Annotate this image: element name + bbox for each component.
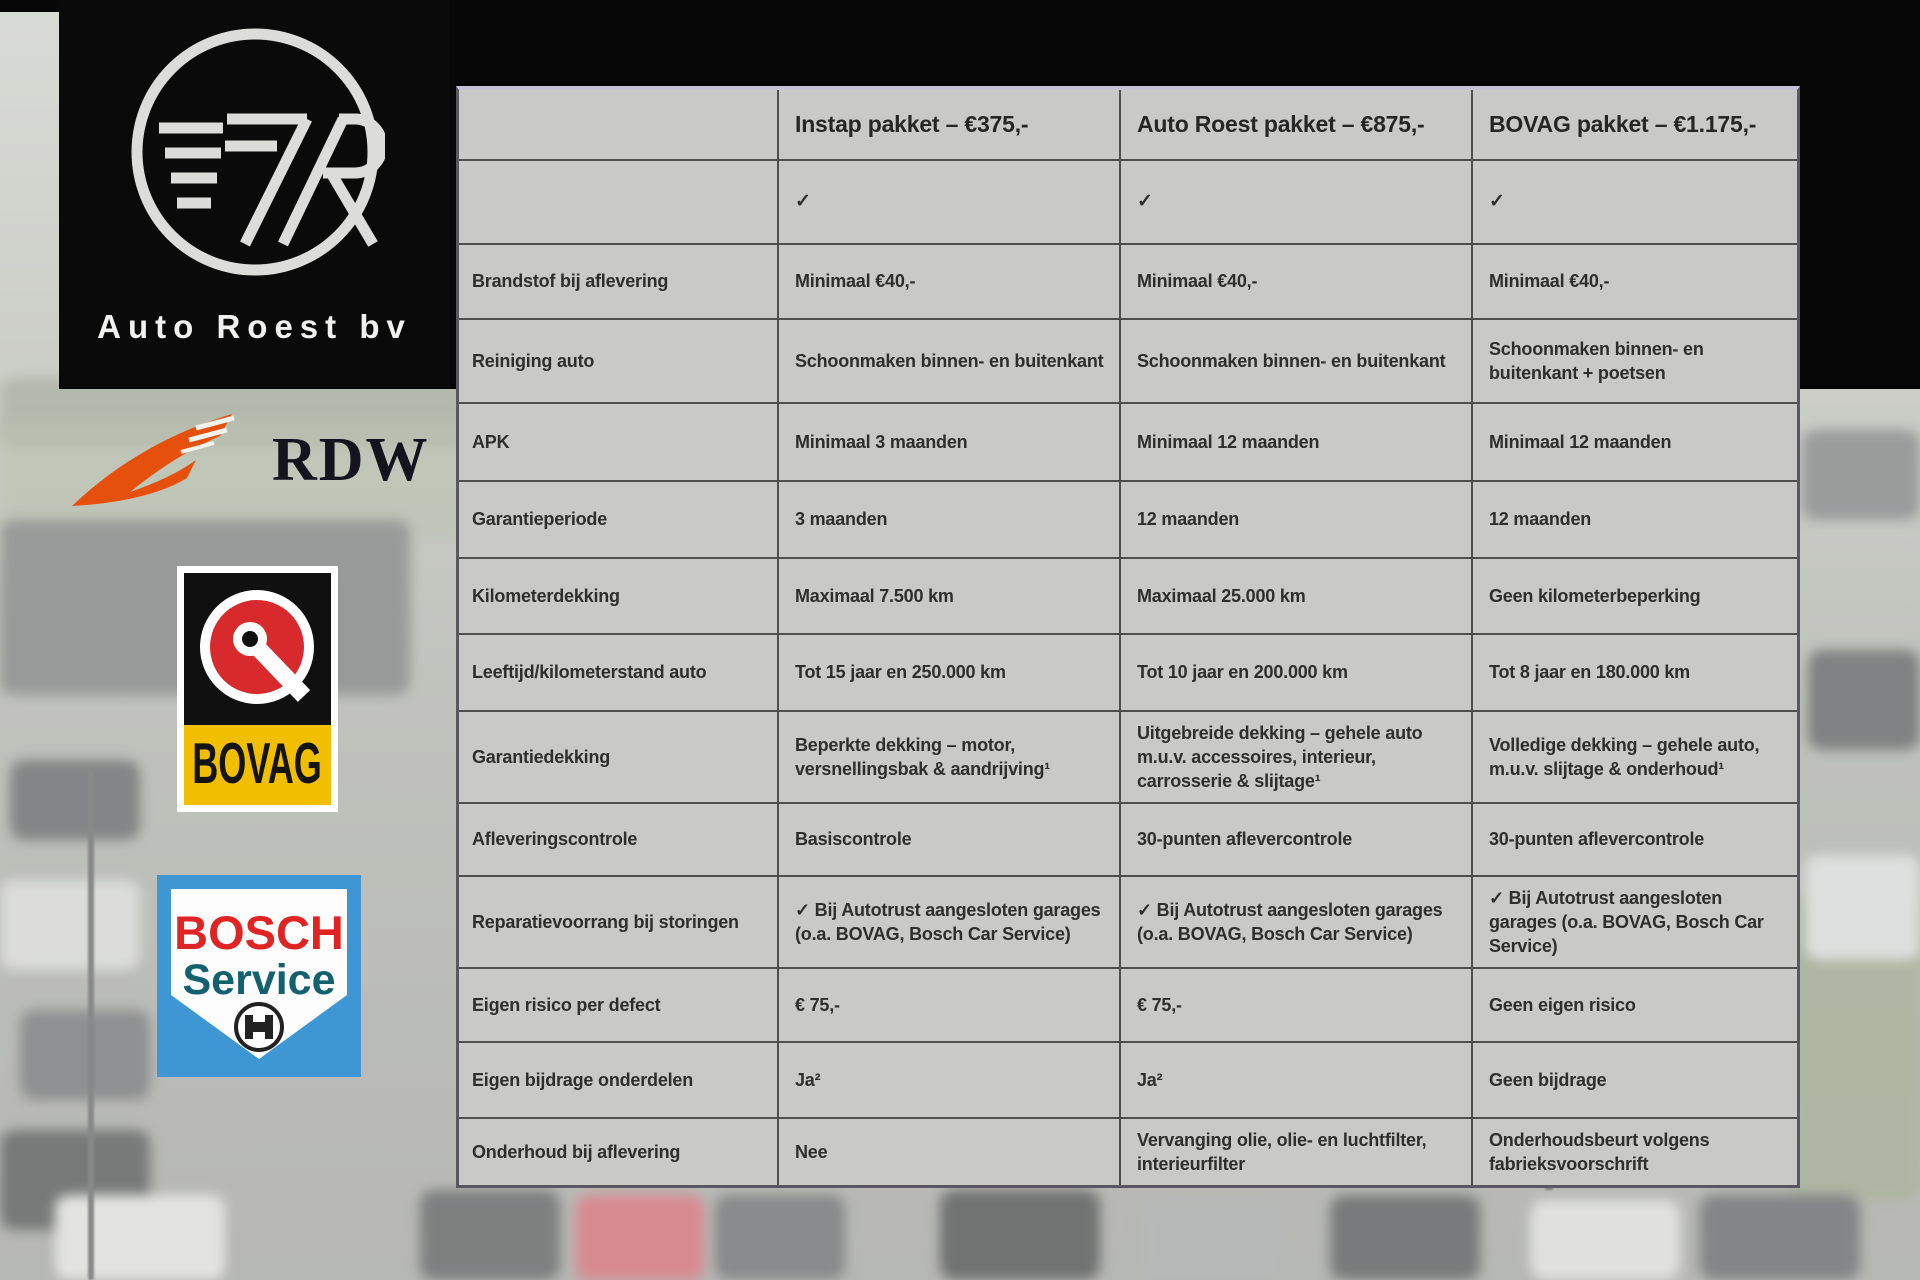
row-label: Afleveringscontrole bbox=[459, 804, 777, 875]
table-cell: Tot 10 jaar en 200.000 km bbox=[1121, 635, 1471, 710]
included-check: ✓ bbox=[779, 161, 1119, 243]
row-label: Reiniging auto bbox=[459, 320, 777, 402]
table-cell: Minimaal 3 maanden bbox=[779, 404, 1119, 480]
table-cell: Tot 8 jaar en 180.000 km bbox=[1473, 635, 1797, 710]
row-label bbox=[459, 161, 777, 243]
table-cell: Geen kilometerbeperking bbox=[1473, 559, 1797, 633]
table-cell: Schoonmaken binnen- en buitenkant bbox=[779, 320, 1119, 402]
photo-car bbox=[1805, 855, 1920, 960]
bovag-emblem-icon bbox=[184, 573, 331, 725]
photo-car bbox=[1530, 1200, 1680, 1280]
table-cell: Maximaal 25.000 km bbox=[1121, 559, 1471, 633]
row-label: Garantiedekking bbox=[459, 712, 777, 802]
table-cell: 3 maanden bbox=[779, 482, 1119, 557]
bovag-logo bbox=[177, 566, 338, 812]
table-cell: Onderhoudsbeurt volgens fabrieksvoorschrift bbox=[1473, 1119, 1797, 1185]
photo-car bbox=[1802, 430, 1920, 520]
table-cell: 30-punten aflevercontrole bbox=[1473, 804, 1797, 875]
photo-car bbox=[1808, 650, 1920, 750]
bosch-service-logo bbox=[157, 875, 361, 1077]
package-comparison-table bbox=[456, 86, 1800, 1188]
table-cell: Tot 15 jaar en 250.000 km bbox=[779, 635, 1119, 710]
column-header-bovag: BOVAG pakket – €1.175,- bbox=[1473, 90, 1797, 159]
table-cell: Schoonmaken binnen- en buitenkant + poetsen bbox=[1473, 320, 1797, 402]
photo-car bbox=[1140, 1200, 1280, 1280]
table-cell: Basiscontrole bbox=[779, 804, 1119, 875]
table-cell: Beperkte dekking – motor, versnellingsbak & aandrijving¹ bbox=[779, 712, 1119, 802]
row-label: Eigen bijdrage onderdelen bbox=[459, 1043, 777, 1117]
rdw-wordmark: RDW bbox=[272, 425, 430, 494]
bovag-wordmark-band bbox=[184, 725, 331, 805]
row-label: Reparatievoorrang bij storingen bbox=[459, 877, 777, 967]
rdw-logo bbox=[68, 408, 430, 512]
photo-grass-right bbox=[1788, 900, 1920, 1200]
table-cell: ✓ Bij Autotrust aangesloten garages (o.a. BOVAG, Bosch Car Service) bbox=[779, 877, 1119, 967]
table-cell: Ja² bbox=[779, 1043, 1119, 1117]
rdw-wing-icon bbox=[68, 408, 268, 512]
bovag-wordmark: BOVAG bbox=[192, 732, 323, 797]
table-cell: Geen eigen risico bbox=[1473, 969, 1797, 1041]
table-cell: Nee bbox=[779, 1119, 1119, 1185]
photo-car bbox=[10, 760, 140, 840]
row-label: Garantieperiode bbox=[459, 482, 777, 557]
table-cell: Maximaal 7.500 km bbox=[779, 559, 1119, 633]
auto-roest-logo bbox=[125, 22, 385, 282]
table-cell: ✓ Bij Autotrust aangesloten garages (o.a. BOVAG, Bosch Car Service) bbox=[1121, 877, 1471, 967]
brand-name: Auto Roest bv bbox=[97, 308, 412, 345]
table-cell: Vervanging olie, olie- en luchtfilter, interieurfilter bbox=[1121, 1119, 1471, 1185]
table-corner-cell bbox=[459, 90, 777, 159]
column-header-instap: Instap pakket – €375,- bbox=[779, 90, 1119, 159]
table-cell: Ja² bbox=[1121, 1043, 1471, 1117]
photo-car bbox=[0, 880, 140, 970]
table-cell: Minimaal €40,- bbox=[1473, 245, 1797, 318]
column-header-auto-roest: Auto Roest pakket – €875,- bbox=[1121, 90, 1471, 159]
table-cell: Minimaal €40,- bbox=[1121, 245, 1471, 318]
table-cell: € 75,- bbox=[1121, 969, 1471, 1041]
table-cell: Geen bijdrage bbox=[1473, 1043, 1797, 1117]
row-label: Brandstof bij aflevering bbox=[459, 245, 777, 318]
included-check: ✓ bbox=[1473, 161, 1797, 243]
photo-car bbox=[55, 1195, 225, 1280]
table-cell: Volledige dekking – gehele auto, m.u.v. slijtage & onderhoud¹ bbox=[1473, 712, 1797, 802]
table-cell: 12 maanden bbox=[1473, 482, 1797, 557]
row-label: Onderhoud bij aflevering bbox=[459, 1119, 777, 1185]
auto-roest-logo-block bbox=[59, 0, 450, 389]
table-cell: ✓ Bij Autotrust aangesloten garages (o.a. BOVAG, Bosch Car Service) bbox=[1473, 877, 1797, 967]
photo-car bbox=[715, 1195, 845, 1280]
bosch-service-wordmark: Service bbox=[182, 956, 336, 1004]
photo-lamppost bbox=[88, 770, 94, 1280]
table-cell: € 75,- bbox=[779, 969, 1119, 1041]
photo-car-red bbox=[575, 1195, 705, 1280]
table-cell: Minimaal 12 maanden bbox=[1473, 404, 1797, 480]
photo-car bbox=[20, 1010, 150, 1100]
included-check: ✓ bbox=[1121, 161, 1471, 243]
table-cell: Minimaal €40,- bbox=[779, 245, 1119, 318]
table-cell: 12 maanden bbox=[1121, 482, 1471, 557]
bosch-wordmark: BOSCH bbox=[174, 906, 344, 959]
table-cell: Uitgebreide dekking – gehele auto m.u.v. accessoires, interieur, carrosserie & slijtage¹ bbox=[1121, 712, 1471, 802]
photo-car bbox=[420, 1190, 560, 1280]
row-label: APK bbox=[459, 404, 777, 480]
photo-car bbox=[1700, 1195, 1860, 1280]
row-label: Eigen risico per defect bbox=[459, 969, 777, 1041]
row-label: Leeftijd/kilometerstand auto bbox=[459, 635, 777, 710]
table-cell: 30-punten aflevercontrole bbox=[1121, 804, 1471, 875]
photo-car bbox=[1330, 1195, 1480, 1280]
table-cell: Schoonmaken binnen- en buitenkant bbox=[1121, 320, 1471, 402]
photo-car bbox=[940, 1190, 1100, 1280]
table-cell: Minimaal 12 maanden bbox=[1121, 404, 1471, 480]
photo-car bbox=[0, 1130, 150, 1230]
row-label: Kilometerdekking bbox=[459, 559, 777, 633]
